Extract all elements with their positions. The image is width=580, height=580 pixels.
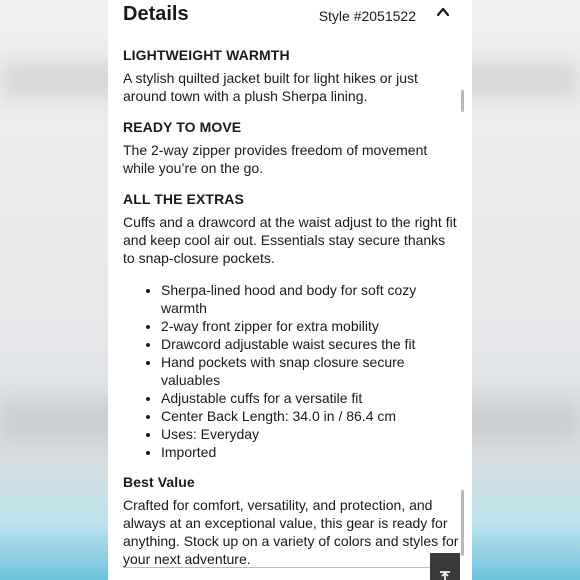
section-heading: Best Value <box>123 474 195 490</box>
feature-list <box>123 281 459 461</box>
details-content <box>123 46 459 580</box>
arrow-up-icon <box>430 553 460 580</box>
feature-item: • 2-way front zipper for extra mobility <box>161 317 459 335</box>
section-body: The 2-way zipper provides freedom of movement while you’re on the go. <box>123 142 428 176</box>
section-best-value <box>123 473 459 568</box>
section-heading: ALL THE EXTRAS <box>123 191 244 207</box>
section-body: A stylish quilted jacket built for light hikes or just around town with a plush Sherpa lining. <box>123 70 418 104</box>
feature-item: • Hand pockets with snap closure secure valuables <box>161 353 459 389</box>
details-panel <box>108 0 472 580</box>
details-header[interactable] <box>123 3 458 27</box>
feature-item: • Drawcord adjustable waist secures the fit <box>161 335 459 353</box>
feature-item: • Sherpa-lined hood and body for soft cozy warmth <box>161 281 459 317</box>
section-body: Cuffs and a drawcord at the waist adjust to the right fit and keep cool air out. Essentials stay secure thanks to snap-closure pockets. <box>123 214 457 266</box>
feature-item: • Imported <box>161 443 459 461</box>
section-lightweight-warmth <box>123 46 459 105</box>
section-body: Crafted for comfort, versatility, and protection, and always at an exceptional value, this gear is ready for anything. Stock up on a variety of colors and styles for your next adventure. <box>123 497 459 567</box>
section-ready-to-move <box>123 118 459 177</box>
divider <box>123 567 431 568</box>
feature-item: • Adjustable cuffs for a versatile fit <box>161 389 459 407</box>
section-heading: READY TO MOVE <box>123 119 242 135</box>
details-title: Details <box>123 3 189 25</box>
section-heading: LIGHTWEIGHT WARMTH <box>123 47 290 63</box>
scrollbar-thumb[interactable] <box>461 90 464 112</box>
chevron-up-icon[interactable] <box>434 4 452 20</box>
style-number: Style #2051522 <box>318 8 416 24</box>
section-all-the-extras <box>123 190 459 267</box>
scrollbar-thumb[interactable] <box>461 490 464 556</box>
back-to-top-button[interactable] <box>430 553 460 580</box>
feature-item: • Uses: Everyday <box>161 425 459 443</box>
feature-item: • Center Back Length: 34.0 in / 86.4 cm <box>161 407 459 425</box>
